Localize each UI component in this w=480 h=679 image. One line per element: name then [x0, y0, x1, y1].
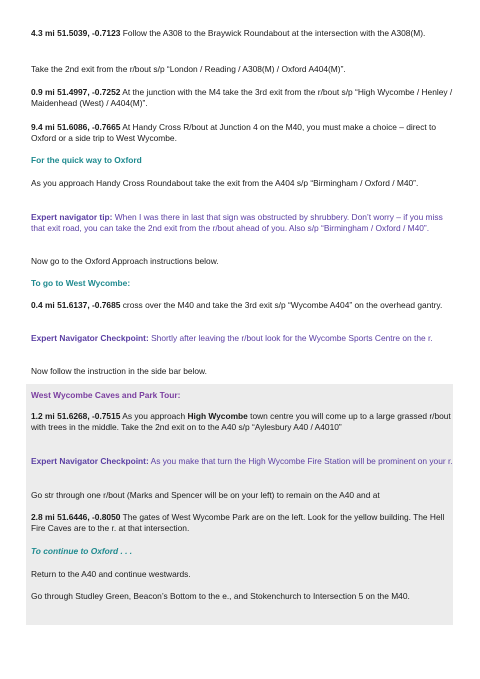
sidebar-paragraph-high-wycombe [31, 411, 453, 432]
paragraph-approach-handy-cross [31, 178, 453, 189]
coordinates: 0.9 mi 51.4997, -0.7252 [31, 87, 121, 97]
tip-text: When I was there in last that sign was obstructed by shrubbery. Don’t worry – if you miss that exit road, you can take the 2nd exit from the r/bout ahead of you. Also s/p “Birmingham / Oxford / M40”. [31, 212, 443, 233]
paragraph-text: As you approach [120, 411, 188, 421]
sidebar-paragraph-park-gates [31, 512, 453, 533]
checkpoint-text: As you make that turn the High Wycombe Fire Station will be prominent on your r. [148, 456, 453, 466]
sidebar-paragraph-return-a40 [31, 569, 453, 580]
coordinates: 1.2 mi 51.6268, -0.7515 [31, 411, 121, 421]
checkpoint-text: Shortly after leaving the r/bout look for the Wycombe Sports Centre on the r. [148, 333, 433, 343]
paragraph-braywick [31, 28, 453, 39]
paragraph-text: town centre you will come up to a large grassed r/bout with trees in the middle. Take the 2nd exit on to the A40 s/p “Aylesbury A40 / A4010” [31, 411, 451, 432]
paragraph-text: Go str through one r/bout (Marks and Spencer will be on your left) to remain on the A40 and at [31, 490, 380, 500]
paragraph-text: Now go to the Oxford Approach instructions below. [31, 256, 219, 266]
tip-label: Expert navigator tip: [31, 212, 113, 222]
coordinates: 2.8 mi 51.6446, -0.8050 [31, 512, 121, 522]
sidebar-paragraph-marks-spencer [31, 490, 453, 501]
paragraph-text: At the junction with the M4 take the 3rd exit from the r/bout s/p “High Wycombe / Henley / Maidenhead (West) / A404(M)”. [31, 87, 453, 108]
paragraph-text: Take the 2nd exit from the r/bout s/p “London / Reading / A308(M) / Oxford A404(M)”. [31, 64, 346, 74]
expert-navigator-tip [31, 212, 453, 233]
sidebar-checkpoint [31, 456, 453, 467]
checkpoint-label: Expert Navigator Checkpoint: [31, 456, 149, 466]
paragraph-text: Go through Studley Green, Beacon’s Bottom to the e., and Stokenchurch to Intersection 5 on the M40. [31, 591, 410, 601]
coordinates: 4.3 mi 51.5039, -0.7123 [31, 28, 121, 38]
paragraph-text: Return to the A40 and continue westwards. [31, 569, 191, 579]
checkpoint-label: Expert Navigator Checkpoint: [31, 333, 149, 343]
section-heading: To continue to Oxford . . . [31, 546, 133, 556]
section-heading: To go to West Wycombe: [31, 278, 131, 288]
paragraph-oxford-approach [31, 256, 453, 267]
paragraph-text: Now follow the instruction in the side bar below. [31, 366, 207, 376]
paragraph-text: As you approach Handy Cross Roundabout take the exit from the A404 s/p “Birmingham / Oxford / M40”. [31, 178, 419, 188]
sidebar-paragraph-studley-green [31, 591, 453, 602]
sidebar-title-block [31, 390, 453, 401]
heading-quick-way-oxford [31, 155, 453, 166]
paragraph-text: The gates of West Wycombe Park are on the left. Look for the yellow building. The Hell Fire Caves are to the r. at that intersection. [31, 512, 445, 533]
paragraph-side-bar [31, 366, 453, 377]
sidebar-heading-continue [31, 546, 453, 557]
coordinates: 0.4 mi 51.6137, -0.7685 [31, 300, 121, 310]
section-heading: For the quick way to Oxford [31, 155, 142, 165]
paragraph-text: cross over the M40 and take the 3rd exit s/p “Wycombe A404” on the overhead gantry. [120, 300, 443, 310]
paragraph-text: At Handy Cross R/bout at Junction 4 on the M40, you must make a choice – direct to Oxford or a side trip to West Wycombe. [31, 122, 437, 143]
heading-west-wycombe [31, 278, 453, 289]
paragraph-cross-m40 [31, 300, 453, 311]
coordinates: 9.4 mi 51.6086, -0.7665 [31, 122, 121, 132]
sidebar-title: West Wycombe Caves and Park Tour: [31, 390, 181, 400]
paragraph-m4-junction [31, 87, 453, 108]
paragraph-handy-cross [31, 122, 453, 143]
expert-navigator-checkpoint [31, 333, 453, 344]
paragraph-2nd-exit [31, 64, 453, 75]
place-name: High Wycombe [187, 411, 248, 421]
paragraph-text: Follow the A308 to the Braywick Roundabout at the intersection with the A308(M). [120, 28, 426, 38]
